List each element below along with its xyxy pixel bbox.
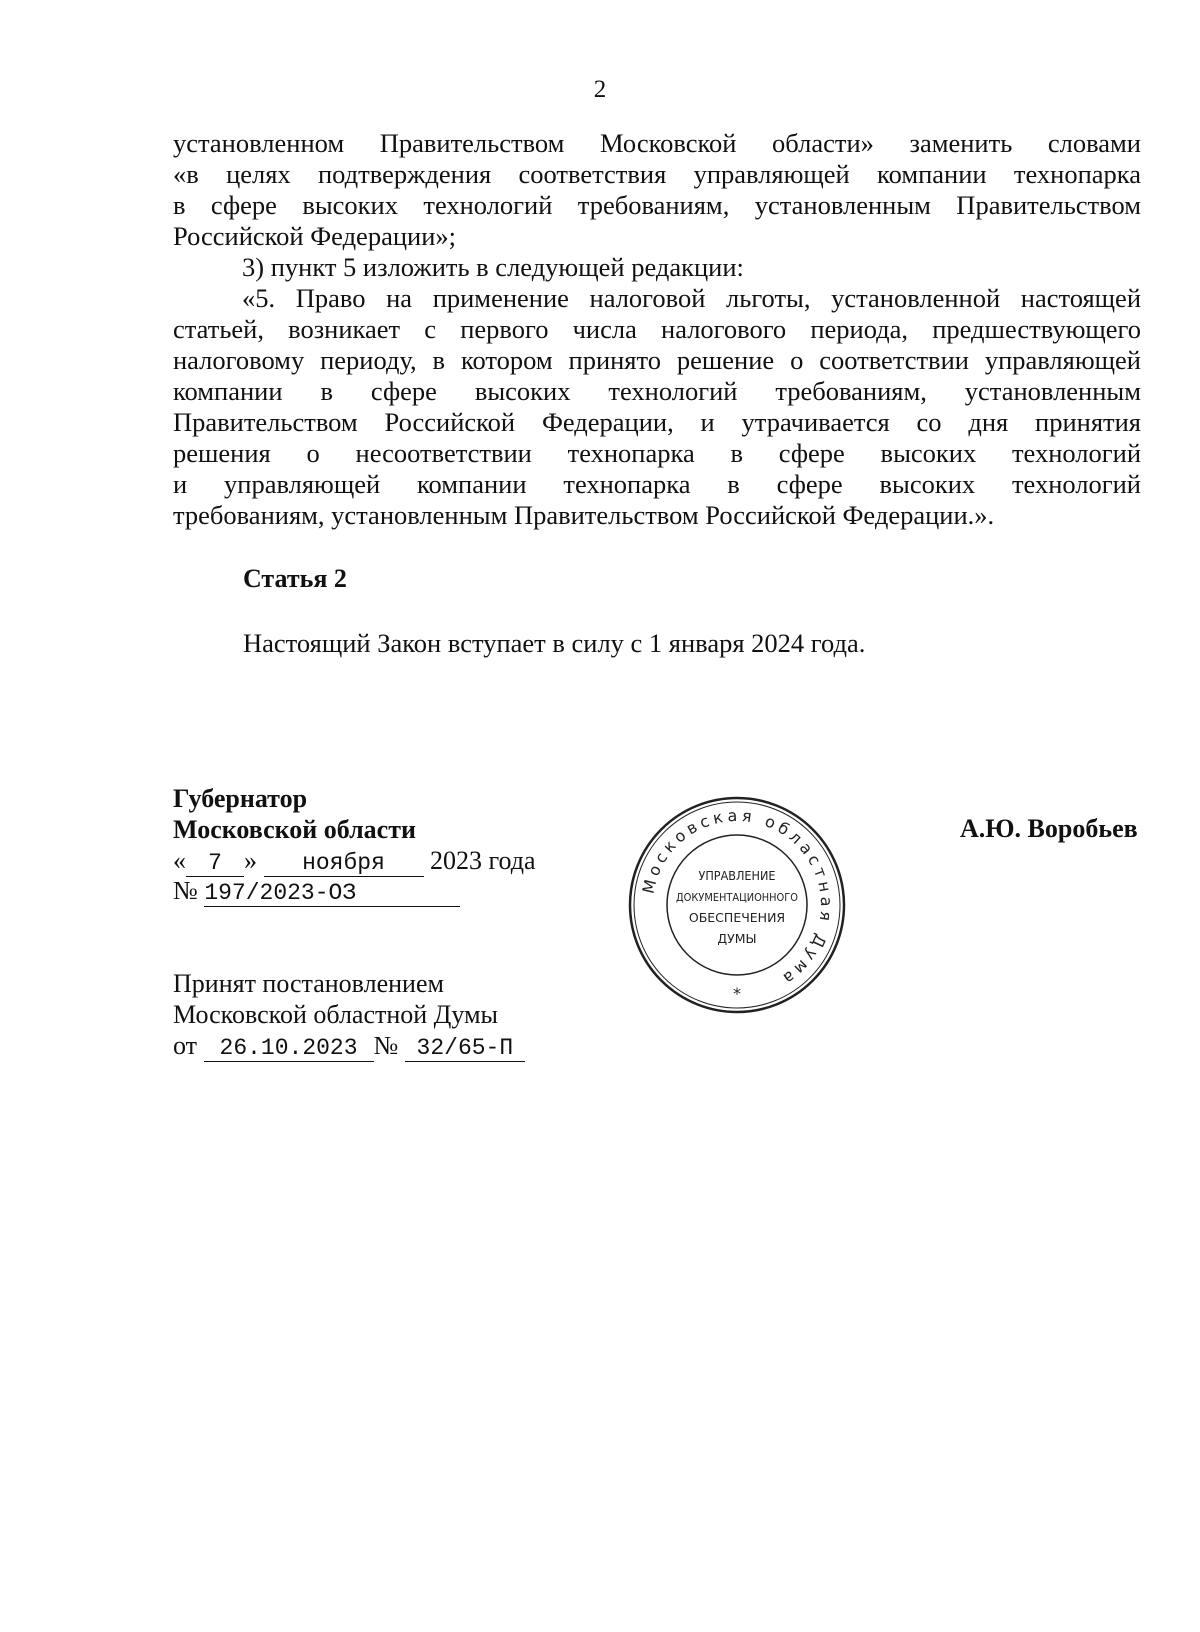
signatory-title-line2: Московской области <box>173 815 416 844</box>
paragraph-line: требованиям, установленным Правительством Российской Федерации.». <box>173 500 995 530</box>
paragraph-line: и управляющей компании технопарка в сфере высоких технологий <box>173 469 1141 499</box>
date-month: ноября <box>264 850 424 877</box>
paragraph-line: компании в сфере высоких технологий требованиям, установленным <box>173 376 1141 406</box>
stamp-star: * <box>733 984 741 1003</box>
date-close-quote: » <box>244 846 257 875</box>
signatory-title-line1: Губернатор <box>173 784 308 813</box>
adoption-block <box>173 968 525 1062</box>
article-text: Настоящий Закон вступает в силу с 1 января 2024 года. <box>243 628 866 658</box>
paragraph-line: статьей, возникает с первого числа налогового периода, предшествующего <box>173 314 1141 344</box>
adoption-number: 32/65-П <box>405 1035 525 1062</box>
paragraph-line: 3) пункт 5 изложить в следующей редакции: <box>242 252 744 282</box>
adoption-line1: Принят постановлением <box>173 969 444 998</box>
paragraph-line: установленном Правительством Московской области» заменить словами <box>173 128 1141 158</box>
stamp-center-line2: ДОКУМЕНТАЦИОННОГО <box>676 891 799 904</box>
adoption-details <box>173 1030 525 1062</box>
paragraph-line: «в целях подтверждения соответствия управляющей компании технопарка <box>173 159 1141 189</box>
adoption-number-label: № <box>373 1031 399 1060</box>
stamp-center-line4: ДУМЫ <box>717 931 757 946</box>
paragraph-line: в сфере высоких технологий требованиям, установленным Правительством <box>173 190 1141 220</box>
adoption-from-label: от <box>173 1031 198 1060</box>
adoption-line2: Московской областной Думы <box>173 1000 498 1029</box>
article-heading: Статья 2 <box>243 564 347 593</box>
official-stamp <box>627 795 847 1015</box>
stamp-ring-text: Московская областная Дума <box>638 805 837 991</box>
law-amendment-text <box>173 128 1141 531</box>
page-number: 2 <box>593 76 607 103</box>
date-year: 2023 года <box>430 846 536 875</box>
signatory-title <box>173 783 416 845</box>
paragraph-line: «5. Право на применение налоговой льготы, установленной настоящей <box>242 283 1141 313</box>
paragraph-line: Правительством Российской Федерации, и утрачивается со дня принятия <box>173 407 1141 437</box>
stamp-center-line3: ОБЕСПЕЧЕНИЯ <box>688 910 786 925</box>
paragraph-line: решения о несоответствии технопарка в сфере высоких технологий <box>173 438 1141 468</box>
signing-date <box>173 846 536 877</box>
date-day: 7 <box>186 850 244 877</box>
stamp-seal-icon <box>627 795 847 1015</box>
law-number-label: № <box>173 876 198 905</box>
stamp-center-line1: УПРАВЛЕНИЕ <box>698 868 776 883</box>
law-number-line <box>173 876 460 907</box>
paragraph-line: Российской Федерации»; <box>173 221 456 251</box>
law-number: 197/2023-ОЗ <box>204 880 460 907</box>
signatory-name: А.Ю. Воробьев <box>960 814 1138 843</box>
date-open-quote: « <box>173 846 186 875</box>
adoption-date: 26.10.2023 <box>204 1035 374 1062</box>
paragraph-line: налоговому периоду, в котором принято решение о соответствии управляющей <box>173 345 1141 375</box>
